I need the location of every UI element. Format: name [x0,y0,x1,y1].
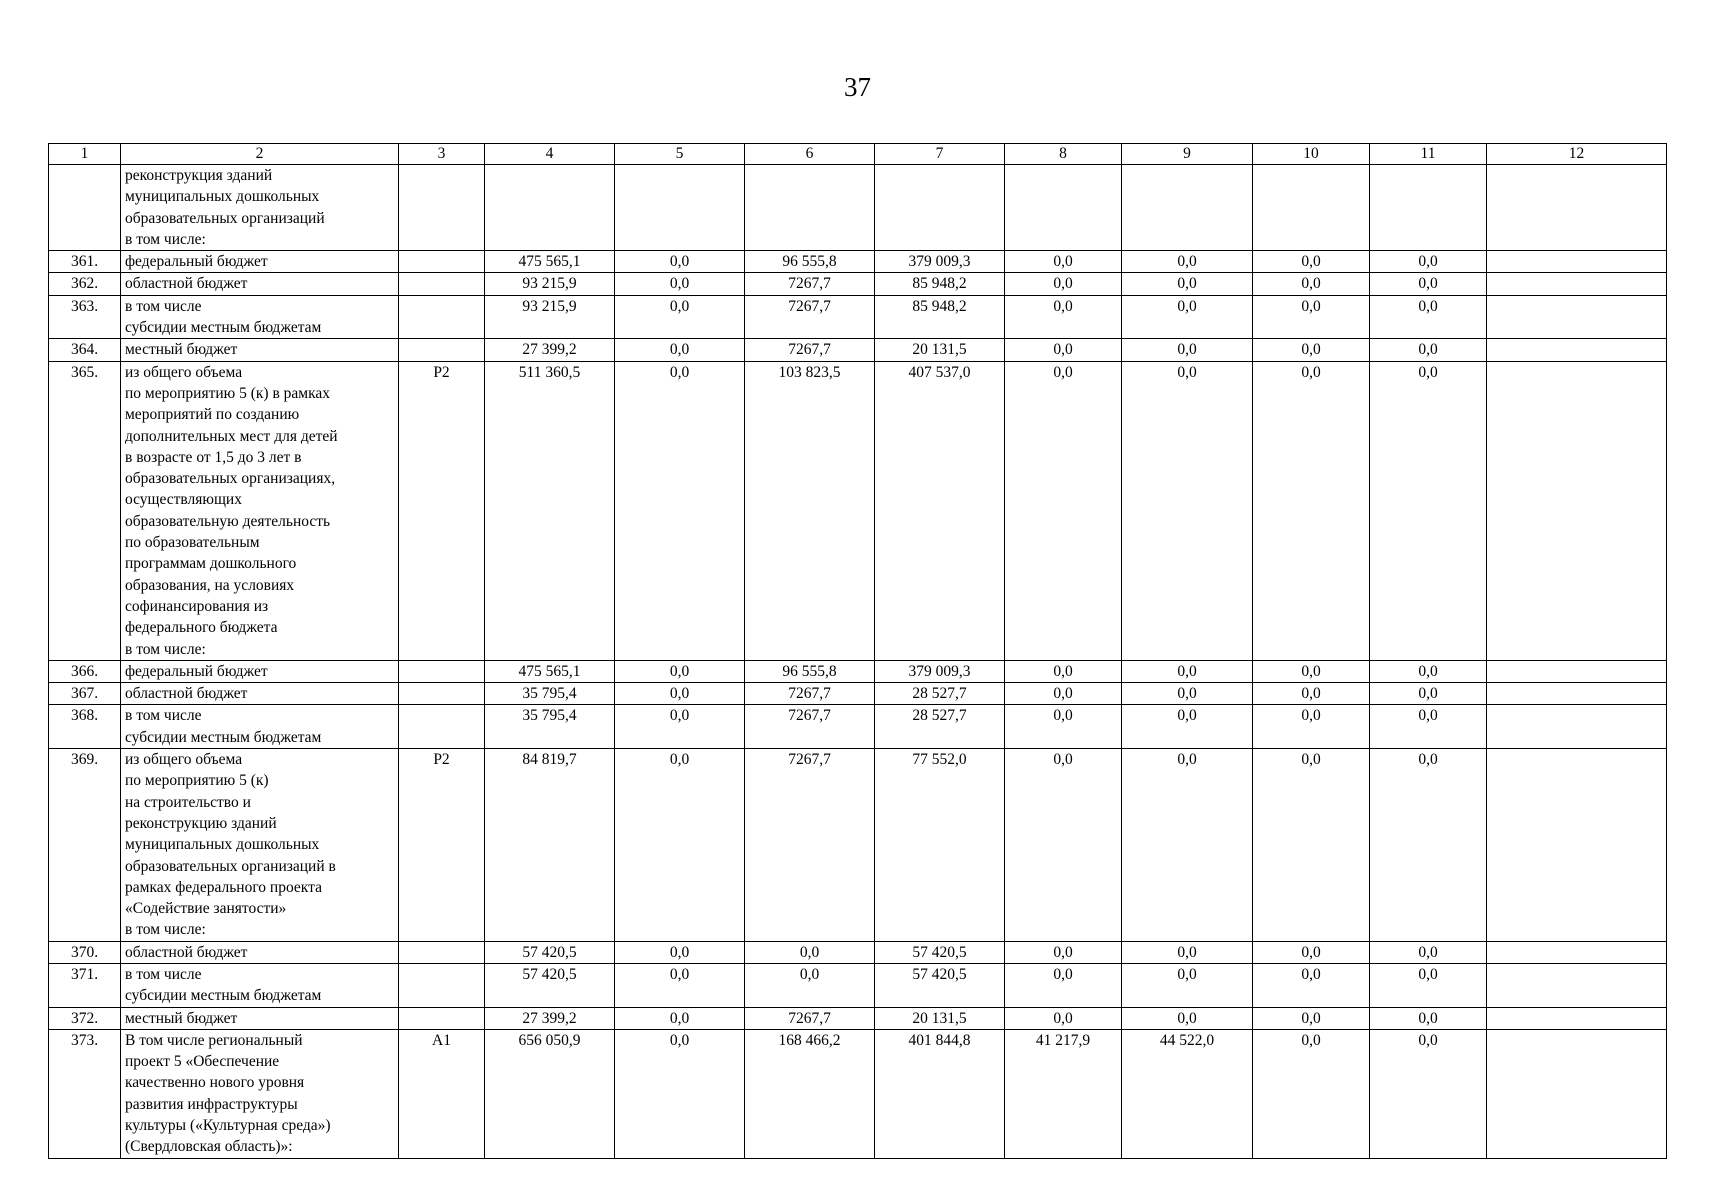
value-col-8: 0,0 [1005,295,1122,339]
row-number: 372. [49,1007,121,1029]
column-header-11: 11 [1370,144,1487,165]
row-number: 371. [49,963,121,1007]
row-code [399,295,485,339]
value-col-10: 0,0 [1253,749,1370,942]
value-col-5 [615,165,745,251]
value-col-7 [875,165,1005,251]
value-col-5: 0,0 [615,295,745,339]
value-col-7: 379 009,3 [875,251,1005,273]
value-col-12 [1487,1007,1667,1029]
column-header-3: 3 [399,144,485,165]
row-code: P2 [399,749,485,942]
row-code [399,1007,485,1029]
value-col-5: 0,0 [615,273,745,295]
value-col-10: 0,0 [1253,941,1370,963]
row-code [399,660,485,682]
row-number: 369. [49,749,121,942]
value-col-9: 0,0 [1122,339,1253,361]
value-col-12 [1487,941,1667,963]
value-col-11: 0,0 [1370,1029,1487,1158]
value-col-5: 0,0 [615,963,745,1007]
value-col-6: 96 555,8 [745,251,875,273]
row-name: местный бюджет [121,339,399,361]
table-row [49,251,1667,273]
value-col-8: 0,0 [1005,941,1122,963]
value-col-12 [1487,705,1667,749]
value-col-4: 93 215,9 [485,273,615,295]
column-header-5: 5 [615,144,745,165]
row-name: в том числе субсидии местным бюджетам [121,295,399,339]
value-col-8 [1005,165,1122,251]
value-col-4: 93 215,9 [485,295,615,339]
value-col-10: 0,0 [1253,683,1370,705]
value-col-6: 0,0 [745,963,875,1007]
value-col-8: 0,0 [1005,705,1122,749]
row-name: федеральный бюджет [121,251,399,273]
column-header-9: 9 [1122,144,1253,165]
value-col-8: 0,0 [1005,683,1122,705]
row-name: в том числе субсидии местным бюджетам [121,705,399,749]
row-code: A1 [399,1029,485,1158]
value-col-7: 77 552,0 [875,749,1005,942]
value-col-8: 0,0 [1005,273,1122,295]
value-col-9: 0,0 [1122,273,1253,295]
value-col-5: 0,0 [615,683,745,705]
value-col-7: 57 420,5 [875,963,1005,1007]
value-col-4: 84 819,7 [485,749,615,942]
column-header-1: 1 [49,144,121,165]
table-row [49,963,1667,1007]
value-col-12 [1487,749,1667,942]
value-col-7: 85 948,2 [875,295,1005,339]
value-col-6: 7267,7 [745,339,875,361]
value-col-6: 96 555,8 [745,660,875,682]
table-row [49,660,1667,682]
value-col-6: 103 823,5 [745,361,875,660]
row-number: 363. [49,295,121,339]
value-col-9: 0,0 [1122,705,1253,749]
value-col-12 [1487,165,1667,251]
budget-table [48,143,1667,1159]
value-col-5: 0,0 [615,361,745,660]
value-col-12 [1487,251,1667,273]
row-number: 367. [49,683,121,705]
row-number: 370. [49,941,121,963]
value-col-8: 41 217,9 [1005,1029,1122,1158]
table-row [49,941,1667,963]
value-col-12 [1487,963,1667,1007]
value-col-6: 7267,7 [745,295,875,339]
column-header-8: 8 [1005,144,1122,165]
value-col-6: 7267,7 [745,705,875,749]
table-row [49,273,1667,295]
row-name: областной бюджет [121,273,399,295]
value-col-4: 35 795,4 [485,683,615,705]
value-col-6: 168 466,2 [745,1029,875,1158]
value-col-7: 407 537,0 [875,361,1005,660]
table-row [49,339,1667,361]
value-col-10: 0,0 [1253,361,1370,660]
row-name: местный бюджет [121,1007,399,1029]
value-col-11: 0,0 [1370,273,1487,295]
value-col-11: 0,0 [1370,705,1487,749]
value-col-9: 0,0 [1122,683,1253,705]
row-name: из общего объема по мероприятию 5 (к) в рамках мероприятий по созданию дополнительных мест для детей в возрасте от 1,5 до 3 лет в образовательных организациях, осуществляющих образовательную деятельность по образовательным программам дошкольного образования, на условиях софинансирования из федерального бюджета в том числе: [121,361,399,660]
table-row [49,1029,1667,1158]
value-col-9: 0,0 [1122,251,1253,273]
value-col-10: 0,0 [1253,339,1370,361]
value-col-10: 0,0 [1253,705,1370,749]
row-number: 362. [49,273,121,295]
value-col-5: 0,0 [615,1007,745,1029]
value-col-4: 57 420,5 [485,963,615,1007]
value-col-6: 7267,7 [745,273,875,295]
value-col-5: 0,0 [615,251,745,273]
value-col-8: 0,0 [1005,361,1122,660]
table-row [49,165,1667,251]
row-name: областной бюджет [121,941,399,963]
row-code: P2 [399,361,485,660]
row-code [399,683,485,705]
value-col-12 [1487,339,1667,361]
row-number: 366. [49,660,121,682]
value-col-10: 0,0 [1253,1007,1370,1029]
row-name: реконструкция зданий муниципальных дошкольных образовательных организаций в том числе: [121,165,399,251]
row-name: в том числе субсидии местным бюджетам [121,963,399,1007]
value-col-10: 0,0 [1253,251,1370,273]
value-col-10: 0,0 [1253,963,1370,1007]
value-col-7: 28 527,7 [875,683,1005,705]
row-number: 368. [49,705,121,749]
table-row [49,361,1667,660]
value-col-12 [1487,273,1667,295]
row-code [399,963,485,1007]
value-col-11: 0,0 [1370,1007,1487,1029]
value-col-9 [1122,165,1253,251]
value-col-8: 0,0 [1005,339,1122,361]
row-name: областной бюджет [121,683,399,705]
value-col-12 [1487,1029,1667,1158]
value-col-8: 0,0 [1005,1007,1122,1029]
value-col-4: 656 050,9 [485,1029,615,1158]
row-code [399,339,485,361]
row-code [399,941,485,963]
row-code [399,165,485,251]
value-col-5: 0,0 [615,660,745,682]
value-col-8: 0,0 [1005,660,1122,682]
row-number [49,165,121,251]
value-col-8: 0,0 [1005,749,1122,942]
value-col-5: 0,0 [615,941,745,963]
value-col-9: 0,0 [1122,963,1253,1007]
column-header-7: 7 [875,144,1005,165]
value-col-11: 0,0 [1370,361,1487,660]
value-col-6: 0,0 [745,941,875,963]
column-header-6: 6 [745,144,875,165]
value-col-7: 401 844,8 [875,1029,1005,1158]
value-col-10: 0,0 [1253,273,1370,295]
value-col-11: 0,0 [1370,749,1487,942]
row-code [399,251,485,273]
row-number: 364. [49,339,121,361]
value-col-8: 0,0 [1005,963,1122,1007]
value-col-4 [485,165,615,251]
value-col-10: 0,0 [1253,1029,1370,1158]
row-code [399,273,485,295]
value-col-10 [1253,165,1370,251]
value-col-11: 0,0 [1370,251,1487,273]
value-col-9: 0,0 [1122,660,1253,682]
value-col-11: 0,0 [1370,660,1487,682]
row-number: 365. [49,361,121,660]
table-row [49,683,1667,705]
value-col-9: 44 522,0 [1122,1029,1253,1158]
value-col-7: 85 948,2 [875,273,1005,295]
value-col-4: 57 420,5 [485,941,615,963]
value-col-5: 0,0 [615,705,745,749]
column-header-2: 2 [121,144,399,165]
value-col-11 [1370,165,1487,251]
row-number: 373. [49,1029,121,1158]
value-col-4: 35 795,4 [485,705,615,749]
value-col-12 [1487,683,1667,705]
table-row [49,295,1667,339]
value-col-4: 27 399,2 [485,1007,615,1029]
value-col-9: 0,0 [1122,361,1253,660]
row-code [399,705,485,749]
value-col-11: 0,0 [1370,339,1487,361]
value-col-7: 20 131,5 [875,1007,1005,1029]
table-row [49,705,1667,749]
value-col-6: 7267,7 [745,749,875,942]
value-col-5: 0,0 [615,339,745,361]
value-col-12 [1487,361,1667,660]
value-col-11: 0,0 [1370,683,1487,705]
value-col-4: 27 399,2 [485,339,615,361]
value-col-9: 0,0 [1122,941,1253,963]
row-number: 361. [49,251,121,273]
row-name: В том числе региональный проект 5 «Обеспечение качественно нового уровня развития инфраструктуры культуры («Культурная среда») (Свердловская область)»: [121,1029,399,1158]
row-name: федеральный бюджет [121,660,399,682]
value-col-4: 511 360,5 [485,361,615,660]
page-number: 37 [844,72,871,102]
value-col-12 [1487,660,1667,682]
value-col-7: 379 009,3 [875,660,1005,682]
value-col-9: 0,0 [1122,295,1253,339]
value-col-4: 475 565,1 [485,660,615,682]
value-col-10: 0,0 [1253,660,1370,682]
value-col-6: 7267,7 [745,683,875,705]
value-col-11: 0,0 [1370,941,1487,963]
value-col-7: 20 131,5 [875,339,1005,361]
value-col-12 [1487,295,1667,339]
row-name: из общего объема по мероприятию 5 (к) на строительство и реконструкцию зданий муниципальных дошкольных образовательных организаций в рамках федерального проекта «Содействие занятости» в том числе: [121,749,399,942]
value-col-11: 0,0 [1370,963,1487,1007]
value-col-6 [745,165,875,251]
column-number-header-row [49,144,1667,165]
column-header-10: 10 [1253,144,1370,165]
value-col-9: 0,0 [1122,749,1253,942]
value-col-9: 0,0 [1122,1007,1253,1029]
value-col-7: 28 527,7 [875,705,1005,749]
column-header-12: 12 [1487,144,1667,165]
table-row [49,1007,1667,1029]
value-col-6: 7267,7 [745,1007,875,1029]
value-col-11: 0,0 [1370,295,1487,339]
value-col-5: 0,0 [615,1029,745,1158]
value-col-5: 0,0 [615,749,745,942]
value-col-7: 57 420,5 [875,941,1005,963]
value-col-10: 0,0 [1253,295,1370,339]
value-col-4: 475 565,1 [485,251,615,273]
table-row [49,749,1667,942]
value-col-8: 0,0 [1005,251,1122,273]
table-body [49,144,1667,1159]
column-header-4: 4 [485,144,615,165]
